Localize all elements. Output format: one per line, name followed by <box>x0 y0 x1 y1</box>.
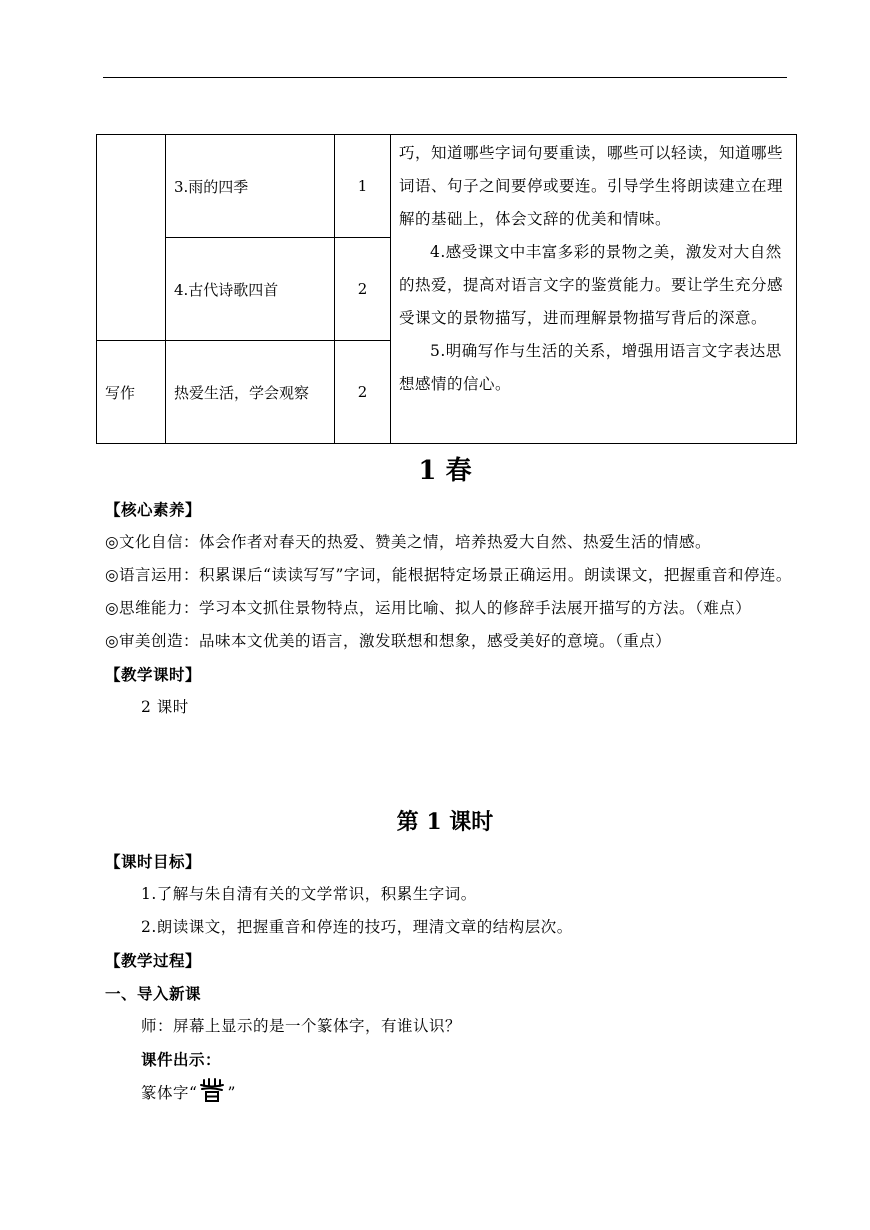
core-item: ◎语言运用：积累课后“读读写写”字词，能根据特定场景正确运用。朗读课文，把握重音和停连。 <box>105 566 792 584</box>
seal-suffix: ” <box>227 1084 236 1102</box>
lesson-cell: 4.古代诗歌四首 <box>166 238 335 341</box>
process-heading: 【教学过程】 <box>105 951 202 970</box>
lesson-cell: 3.雨的四季 <box>166 135 335 238</box>
seal-prefix: 篆体字“ <box>141 1084 198 1102</box>
step-heading: 一、导入新课 <box>105 984 202 1003</box>
goal-paragraph: 巧，知道哪些字词句要重读，哪些可以轻读，知道哪些词语、句子之间要停或要连。引导学生将朗读建立在理解的基础上，体会文辞的优美和情味。 <box>399 144 784 228</box>
teacher-line: 师：屏幕上显示的是一个篆体字，有谁认识？ <box>141 1017 462 1035</box>
hours-value: 2 课时 <box>141 698 189 716</box>
hours-cell: 2 <box>335 341 391 444</box>
show-label: 课件出示： <box>141 1050 222 1069</box>
goal-heading: 【课时目标】 <box>105 852 202 871</box>
core-section <box>105 493 795 724</box>
hours-cell: 2 <box>335 238 391 341</box>
core-heading: 【核心素养】 <box>105 500 202 519</box>
course-plan-table <box>96 134 797 444</box>
seal-line <box>105 1076 795 1110</box>
course-cell: 写作 <box>97 341 166 444</box>
hours-heading: 【教学课时】 <box>105 665 202 684</box>
lesson-title: 1 春 <box>418 456 472 486</box>
goal-paragraph: 4.感受课文中丰富多彩的景物之美，激发对大自然的热爱，提高对语言文字的鉴赏能力。要让学生充分感受课文的景物描写，进而理解景物描写背后的深意。 <box>399 243 784 327</box>
session-goal: 1.了解与朱自清有关的文学常识，积累生字词。 <box>141 885 477 903</box>
core-item: ◎思维能力：学习本文抓住景物特点，运用比喻、拟人的修辞手法展开描写的方法。（难点） <box>105 599 752 617</box>
session-title: 第 1 课时 <box>396 809 494 835</box>
goals-cell <box>391 135 797 444</box>
session-goal: 2.朗读课文，把握重音和停连的技巧，理清文章的结构层次。 <box>141 918 573 936</box>
session-section <box>105 845 795 1110</box>
hours-cell: 1 <box>335 135 391 238</box>
goal-paragraph: 5.明确写作与生活的关系，增强用语言文字表达思想感情的信心。 <box>399 342 782 393</box>
header-rule <box>103 77 787 78</box>
core-item: ◎文化自信：体会作者对春天的热爱、赞美之情，培养热爱大自然、热爱生活的情感。 <box>105 533 712 551</box>
course-cell-empty <box>97 135 166 341</box>
seal-character-image <box>198 1076 226 1104</box>
lesson-cell: 热爱生活，学会观察 <box>166 341 335 444</box>
core-item: ◎审美创造：品味本文优美的语言，激发联想和想象，感受美好的意境。（重点） <box>105 632 672 650</box>
